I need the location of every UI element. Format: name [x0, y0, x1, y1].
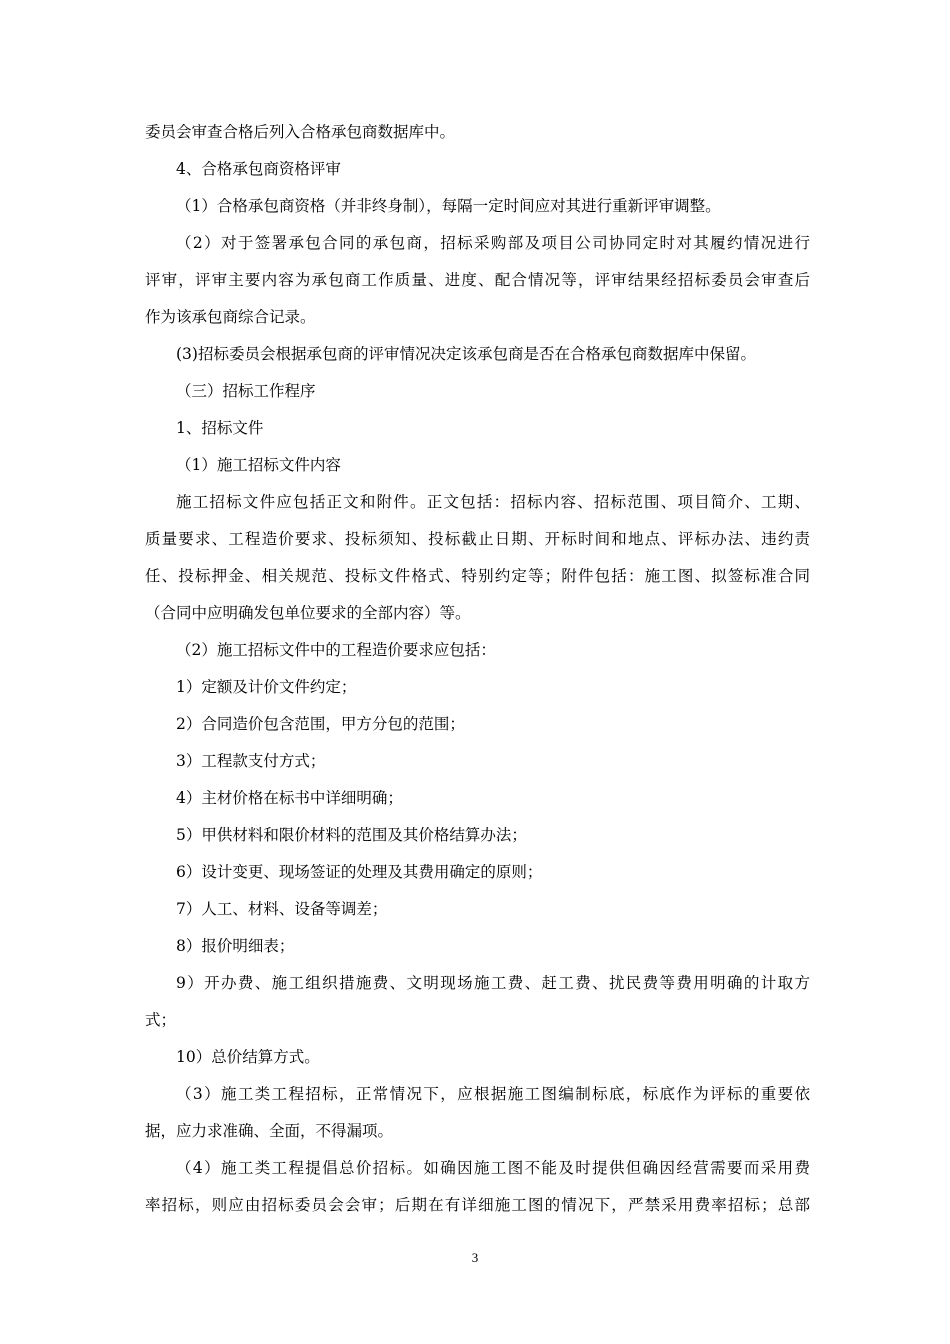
text-line: （3）施工类工程招标，正常情况下，应根据施工图编制标底，标底作为评标的重要依 — [176, 1085, 810, 1103]
text-line: 委员会审查合格后列入合格承包商数据库中。 — [145, 123, 456, 141]
text-line: 评审，评审主要内容为承包商工作质量、进度、配合情况等，评审结果经招标委员会审查后 — [145, 271, 810, 289]
list-item: 9）开办费、施工组织措施费、文明现场施工费、赶工费、扰民费等费用明确的计取方 — [176, 974, 810, 992]
text-line: 率招标，则应由招标委员会会审；后期在有详细施工图的情况下，严禁采用费率招标；总部 — [145, 1196, 810, 1214]
list-item: 7）人工、材料、设备等调差； — [176, 900, 388, 918]
document-body — [145, 114, 810, 1224]
list-item: 8）报价明细表； — [176, 937, 295, 955]
text-line: 质量要求、工程造价要求、投标须知、投标截止日期、开标时间和地点、评标办法、违约责 — [145, 530, 810, 548]
text-line: 据，应力求准确、全面，不得漏项。 — [145, 1122, 394, 1140]
text-line: (3)招标委员会根据承包商的评审情况决定该承包商是否在合格承包商数据库中保留。 — [176, 345, 756, 363]
list-item: 10）总价结算方式。 — [176, 1048, 320, 1066]
text-line: （2）对于签署承包合同的承包商，招标采购部及项目公司协同定时对其履约情况进行 — [176, 234, 810, 252]
text-line: 作为该承包商综合记录。 — [145, 308, 316, 326]
list-item: 6）设计变更、现场签证的处理及其费用确定的原则； — [176, 863, 543, 881]
list-item: 1）定额及计价文件约定； — [176, 678, 357, 696]
text-line: 任、投标押金、相关规范、投标文件格式、特别约定等；附件包括：施工图、拟签标准合同 — [145, 567, 810, 585]
section-heading: 1、招标文件 — [176, 419, 264, 437]
text-line: （1）合格承包商资格（并非终身制），每隔一定时间应对其进行重新评审调整。 — [176, 197, 721, 215]
section-heading: （三）招标工作程序 — [176, 382, 316, 400]
section-heading: 4、合格承包商资格评审 — [176, 160, 341, 178]
subsection-heading: （1）施工招标文件内容 — [176, 456, 341, 474]
page-number: 3 — [471, 1250, 479, 1265]
list-item: 2）合同造价包含范围，甲方分包的范围； — [176, 715, 465, 733]
text-line: 施工招标文件应包括正文和附件。正文包括：招标内容、招标范围、项目简介、工期、 — [176, 493, 810, 511]
list-item: 5）甲供材料和限价材料的范围及其价格结算办法； — [176, 826, 527, 844]
subsection-heading: （2）施工招标文件中的工程造价要求应包括： — [176, 641, 496, 659]
list-item: 3）工程款支付方式； — [176, 752, 326, 770]
list-item-continuation: 式； — [145, 1011, 177, 1029]
text-line: （4）施工类工程提倡总价招标。如确因施工图不能及时提供但确因经营需要而采用费 — [176, 1159, 810, 1177]
text-line: （合同中应明确发包单位要求的全部内容）等。 — [145, 604, 471, 622]
list-item: 4）主材价格在标书中详细明确； — [176, 789, 403, 807]
